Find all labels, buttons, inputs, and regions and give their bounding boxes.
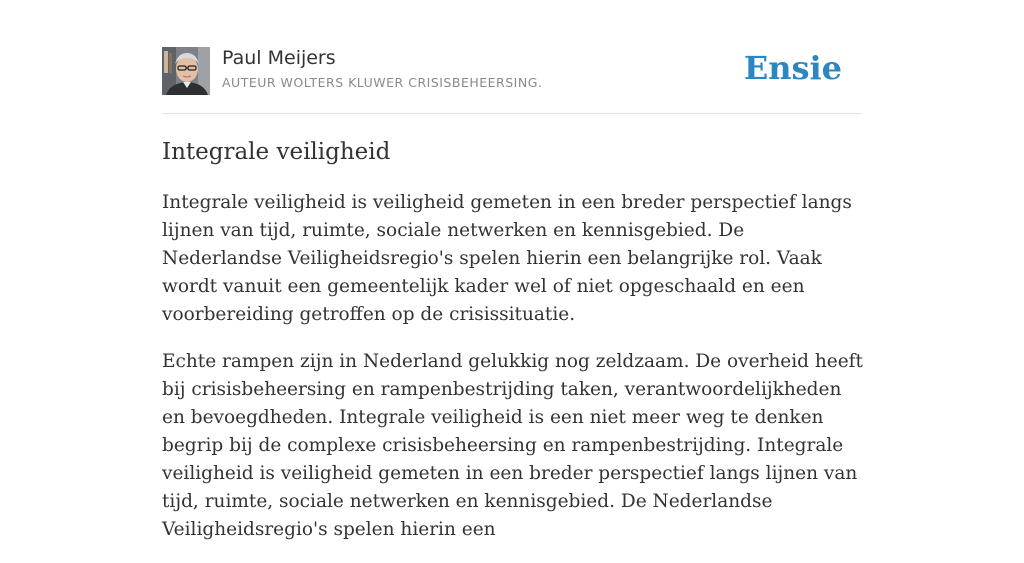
author-header	[162, 46, 862, 96]
article-title: Integrale veiligheid	[162, 139, 391, 165]
article-body	[162, 189, 864, 563]
avatar-photo-icon	[162, 47, 210, 95]
site-logo[interactable]: Ensie	[743, 49, 842, 87]
avatar[interactable]	[162, 47, 210, 95]
author-role: AUTEUR WOLTERS KLUWER CRISISBEHEERSING.	[222, 75, 543, 90]
article-paragraph: Integrale veiligheid is veiligheid gemeten in een breder perspectief langs lijnen van tijd, ruimte, sociale netwerken en kennisgebied. De Nederlandse Veiligheidsregio's spelen hierin een belangrijke rol. Vaak wordt vanuit een gemeentelijk kader wel of niet opgeschaald en een voorbereiding getroffen op de crisissituatie.	[162, 192, 852, 325]
author-name[interactable]: Paul Meijers	[222, 47, 336, 69]
article-paragraph: Echte rampen zijn in Nederland gelukkig nog zeldzaam. De overheid heeft bij crisisbeheersing en rampenbestrijding taken, verantwoordelijkheden en bevoegdheden. Integrale veiligheid is een niet meer weg te denken begrip bij de complexe crisisbeheersing en rampenbestrijding. Integrale veiligheid is veiligheid gemeten in een breder perspectief langs lijnen van tijd, ruimte, sociale netwerken en kennisgebied. De Nederlandse Veiligheidsregio's spelen hierin een	[162, 351, 863, 540]
header-divider	[162, 113, 862, 114]
